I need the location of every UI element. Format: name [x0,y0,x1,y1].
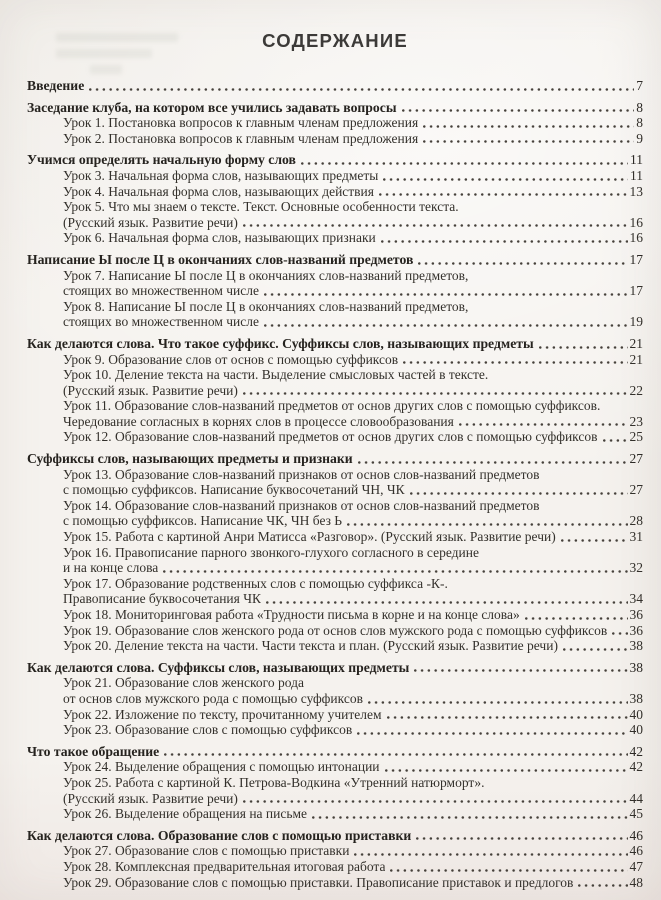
toc-section-entry [27,100,643,116]
toc-section-entry [27,744,643,760]
page-number: 17 [629,251,643,267]
dot-leader [385,769,628,772]
dot-leader [379,193,628,196]
entry-text: (Русский язык. Развитие речи) [63,382,238,398]
entry-text: Урок 15. Работа с картиной Анри Матисса «Разговор». (Русский язык. Развитие речи) [63,529,556,545]
toc-lesson-entry [27,607,643,623]
dot-leader [459,423,628,426]
toc-section-entry [27,828,643,844]
toc-lesson-entry [27,576,643,592]
page-number: 32 [629,560,643,576]
page-number: 34 [629,591,643,607]
dot-leader [89,88,634,91]
toc-entry-continuation [27,513,643,529]
entry-text: Урок 10. Деление текста на части. Выделение смысловых частей в тексте. [63,367,489,383]
entry-text: Урок 25. Работа с картиной К. Петрова-Водкина «Утренний натюрморт». [63,774,485,790]
toc-lesson-entry [27,875,643,891]
dot-leader [403,361,627,364]
entry-text: стоящих во множественном числе [63,283,260,299]
entry-text: Урок 27. Образование слов с помощью приставки [63,843,350,859]
dot-leader [312,816,627,819]
entry-text: Как делаются слова. Что такое суффикс. Суффиксы слов, называющих предметы [27,335,534,351]
toc-entry-continuation [27,215,643,231]
toc-section-entry [27,451,643,467]
entry-text: Как делаются слова. Суффиксы слов, называющих предметы [27,659,410,675]
page-number: 16 [629,230,643,246]
page-number: 36 [629,607,643,622]
toc-entry-continuation [27,383,643,399]
toc-lesson-entry [27,352,643,368]
toc-entry-continuation [27,791,643,807]
dot-leader [368,701,628,704]
page-number: 19 [629,314,643,330]
toc-lesson-entry [27,843,643,859]
entry-text: Урок 14. Образование слов-названий признаков от основ слов-названий предметов [63,497,540,513]
page-number: 47 [629,858,643,874]
page-number: 23 [629,413,643,429]
page-number: 48 [629,874,643,890]
page-number: 31 [629,529,643,545]
toc-lesson-entry [27,759,643,775]
toc-section-entry [27,252,643,268]
entry-text: Урок 23. Образование слов с помощью суффиксов [63,722,353,738]
toc-lesson-entry [27,184,643,200]
toc-entry-continuation [27,560,643,576]
entry-text: с помощью суффиксов. Написание ЧК, ЧН без Ь [63,513,343,529]
entry-text: от основ слов мужского рода с помощью суффиксов [63,690,363,706]
entry-text: Урок 29. Образование слов с помощью приставки. Правописание приставок и предлогов [63,874,574,890]
entry-text: Урок 7. Написание Ы после Ц в окончаниях слов-названий предметов, [63,267,469,283]
toc-lesson-entry [27,168,643,184]
dot-leader [264,293,627,296]
page-number: 13 [629,183,643,199]
entry-text: Урок 16. Правописание парного звонкого-глухого согласного в середине [63,544,479,560]
page-number: 46 [629,827,643,843]
page-number: 42 [629,743,643,759]
page-number: 25 [629,429,643,445]
entry-text: Урок 5. Что мы знаем о тексте. Текст. Основные особенности текста. [63,199,459,215]
dot-leader [243,392,628,395]
toc-entry-continuation [27,283,643,299]
page-number: 27 [629,482,643,498]
page-number: 38 [629,659,643,675]
page-number: 22 [629,382,643,398]
entry-text: Введение [27,78,85,93]
entry-text: Урок 1. Постановка вопросов к главным членам предложения [63,115,419,131]
toc-lesson-entry [27,529,643,545]
entry-text: Урок 18. Мониторинговая работа «Трудности письма в корне и на конце слова» [63,607,520,622]
toc-section-entry [27,660,643,676]
entry-text: Учимся определять начальную форму слов [27,152,296,168]
page-number: 40 [629,722,643,738]
dot-leader [418,262,627,265]
toc-entry-continuation [27,482,643,498]
dot-leader [264,324,627,327]
toc-entry-continuation [27,414,643,430]
dot-leader [163,570,627,573]
entry-text: Чередование согласных в корнях слов в процессе словообразования [63,413,454,429]
dot-leader [301,162,628,165]
toc-lesson-entry [27,115,643,131]
page-number: 40 [629,706,643,722]
dot-leader [423,140,634,143]
toc-lesson-entry [27,859,643,875]
page-number: 38 [629,638,643,654]
toc-lesson-entry [27,398,643,414]
page-number: 11 [630,167,643,183]
dot-leader [347,523,627,526]
dot-leader [357,732,627,735]
entry-text: Суффиксы слов, называющих предметы и признаки [27,451,353,467]
dot-leader [354,853,627,856]
dot-leader [563,648,628,651]
dot-leader [561,539,628,542]
entry-text: с помощью суффиксов. Написание буквосочетаний ЧН, ЧК [63,482,405,498]
toc-lesson-entry [27,299,643,315]
dot-leader [525,617,628,620]
dot-leader [358,461,628,464]
dot-leader [243,800,628,803]
toc-section-entry [27,78,643,94]
entry-text: Урок 8. Написание Ы после Ц в окончаниях слов-названий предметов, [63,298,469,314]
dot-leader [539,346,628,349]
entry-text: Урок 3. Начальная форма слов, называющих предметы [63,167,379,183]
page-number: 21 [629,351,643,367]
page-number: 46 [629,843,643,859]
toc-lesson-entry [27,230,643,246]
entry-text: Заседание клуба, на котором все учились задавать вопросы [27,99,397,115]
entry-text: Правописание буквосочетания ЧК [63,591,262,607]
entry-text: (Русский язык. Развитие речи) [63,790,238,806]
entry-text: Урок 17. Образование родственных слов с помощью суффикса -К-. [63,575,448,591]
page-title: СОДЕРЖАНИЕ [262,30,408,51]
page-number: 42 [629,759,643,775]
toc-lesson-entry [27,268,643,284]
dot-leader [423,125,634,128]
toc-section-entry [27,152,643,168]
toc-lesson-entry [27,675,643,691]
dot-leader [390,869,627,872]
entry-text: Урок 4. Начальная форма слов, называющих действия [63,183,374,199]
dot-leader [410,492,628,495]
entry-text: Урок 2. Постановка вопросов к главным членам предложения [63,130,419,146]
page-number: 21 [629,335,643,351]
entry-text: (Русский язык. Развитие речи) [63,214,238,230]
entry-text: Урок 26. Выделение обращения на письме [63,806,308,822]
page-number: 27 [629,451,643,467]
toc-lesson-entry [27,199,643,215]
entry-text: Урок 28. Комплексная предварительная итоговая работа [63,858,386,874]
toc-lesson-entry [27,623,643,639]
toc-lesson-entry [27,806,643,822]
page-number: 8 [636,99,643,115]
page-number: 11 [630,152,643,168]
toc-entry-continuation [27,591,643,607]
entry-text: и на конце слова [63,560,159,576]
toc-list [27,78,643,890]
toc-lesson-entry [27,638,643,654]
dot-leader [383,178,628,181]
dot-leader [243,224,628,227]
page-number: 36 [629,622,643,638]
entry-text: Урок 19. Образование слов женского рода от основ слов мужского рода с помощью суффиксов [63,622,608,638]
toc-lesson-entry [27,545,643,561]
toc-lesson-entry [27,498,643,514]
entry-text: Урок 13. Образование слов-названий признаков от основ слов-названий предметов [63,466,540,482]
entry-text: Урок 24. Выделение обращения с помощью интонации [63,759,380,775]
entry-text: Урок 9. Образование слов от основ с помощью суффиксов [63,351,399,367]
toc-lesson-entry [27,775,643,791]
entry-text: Что такое обращение [27,743,160,759]
dot-leader [387,716,628,719]
entry-text: Урок 11. Образование слов-названий предметов от основ других слов с помощью суффиксов. [63,398,601,414]
toc-lesson-entry [27,367,643,383]
page-number: 45 [629,806,643,822]
toc-lesson-entry [27,131,643,147]
toc-entry-continuation [27,691,643,707]
page-number: 9 [636,130,643,146]
entry-text: Написание Ы после Ц в окончаниях слов-названий предметов [27,251,414,267]
entry-text: Урок 21. Образование слов женского рода [63,675,304,691]
toc-lesson-entry [27,429,643,445]
dot-leader [266,601,627,604]
page-number: 38 [629,690,643,706]
entry-text: Урок 12. Образование слов-названий предметов от основ других слов с помощью суффиксов [63,429,598,445]
dot-leader [578,884,627,887]
page-number: 16 [629,214,643,230]
entry-text: Урок 22. Изложение по тексту, прочитанному учителем [63,706,382,722]
toc-section-entry [27,336,643,352]
bleed-through-artifact [90,65,122,74]
entry-text: Урок 20. Деление текста на части. Части текста и план. (Русский язык. Развитие речи) [63,638,558,654]
page-number: 7 [636,78,643,93]
dot-leader [414,669,627,672]
dot-leader [612,632,627,635]
page-number: 8 [636,115,643,131]
entry-text: Урок 6. Начальная форма слов, называющих признаки [63,230,376,246]
dot-leader [416,837,627,840]
dot-leader [603,439,628,442]
toc-entry-continuation [27,314,643,330]
toc-lesson-entry [27,707,643,723]
entry-text: стоящих во множественном числе [63,314,260,330]
toc-lesson-entry [27,467,643,483]
entry-text: Как делаются слова. Образование слов с помощью приставки [27,827,412,843]
page-number: 28 [629,513,643,529]
dot-leader [402,109,635,112]
page-number: 44 [629,790,643,806]
toc-lesson-entry [27,722,643,738]
dot-leader [164,753,627,756]
page-number: 17 [629,283,643,299]
dot-leader [381,240,628,243]
